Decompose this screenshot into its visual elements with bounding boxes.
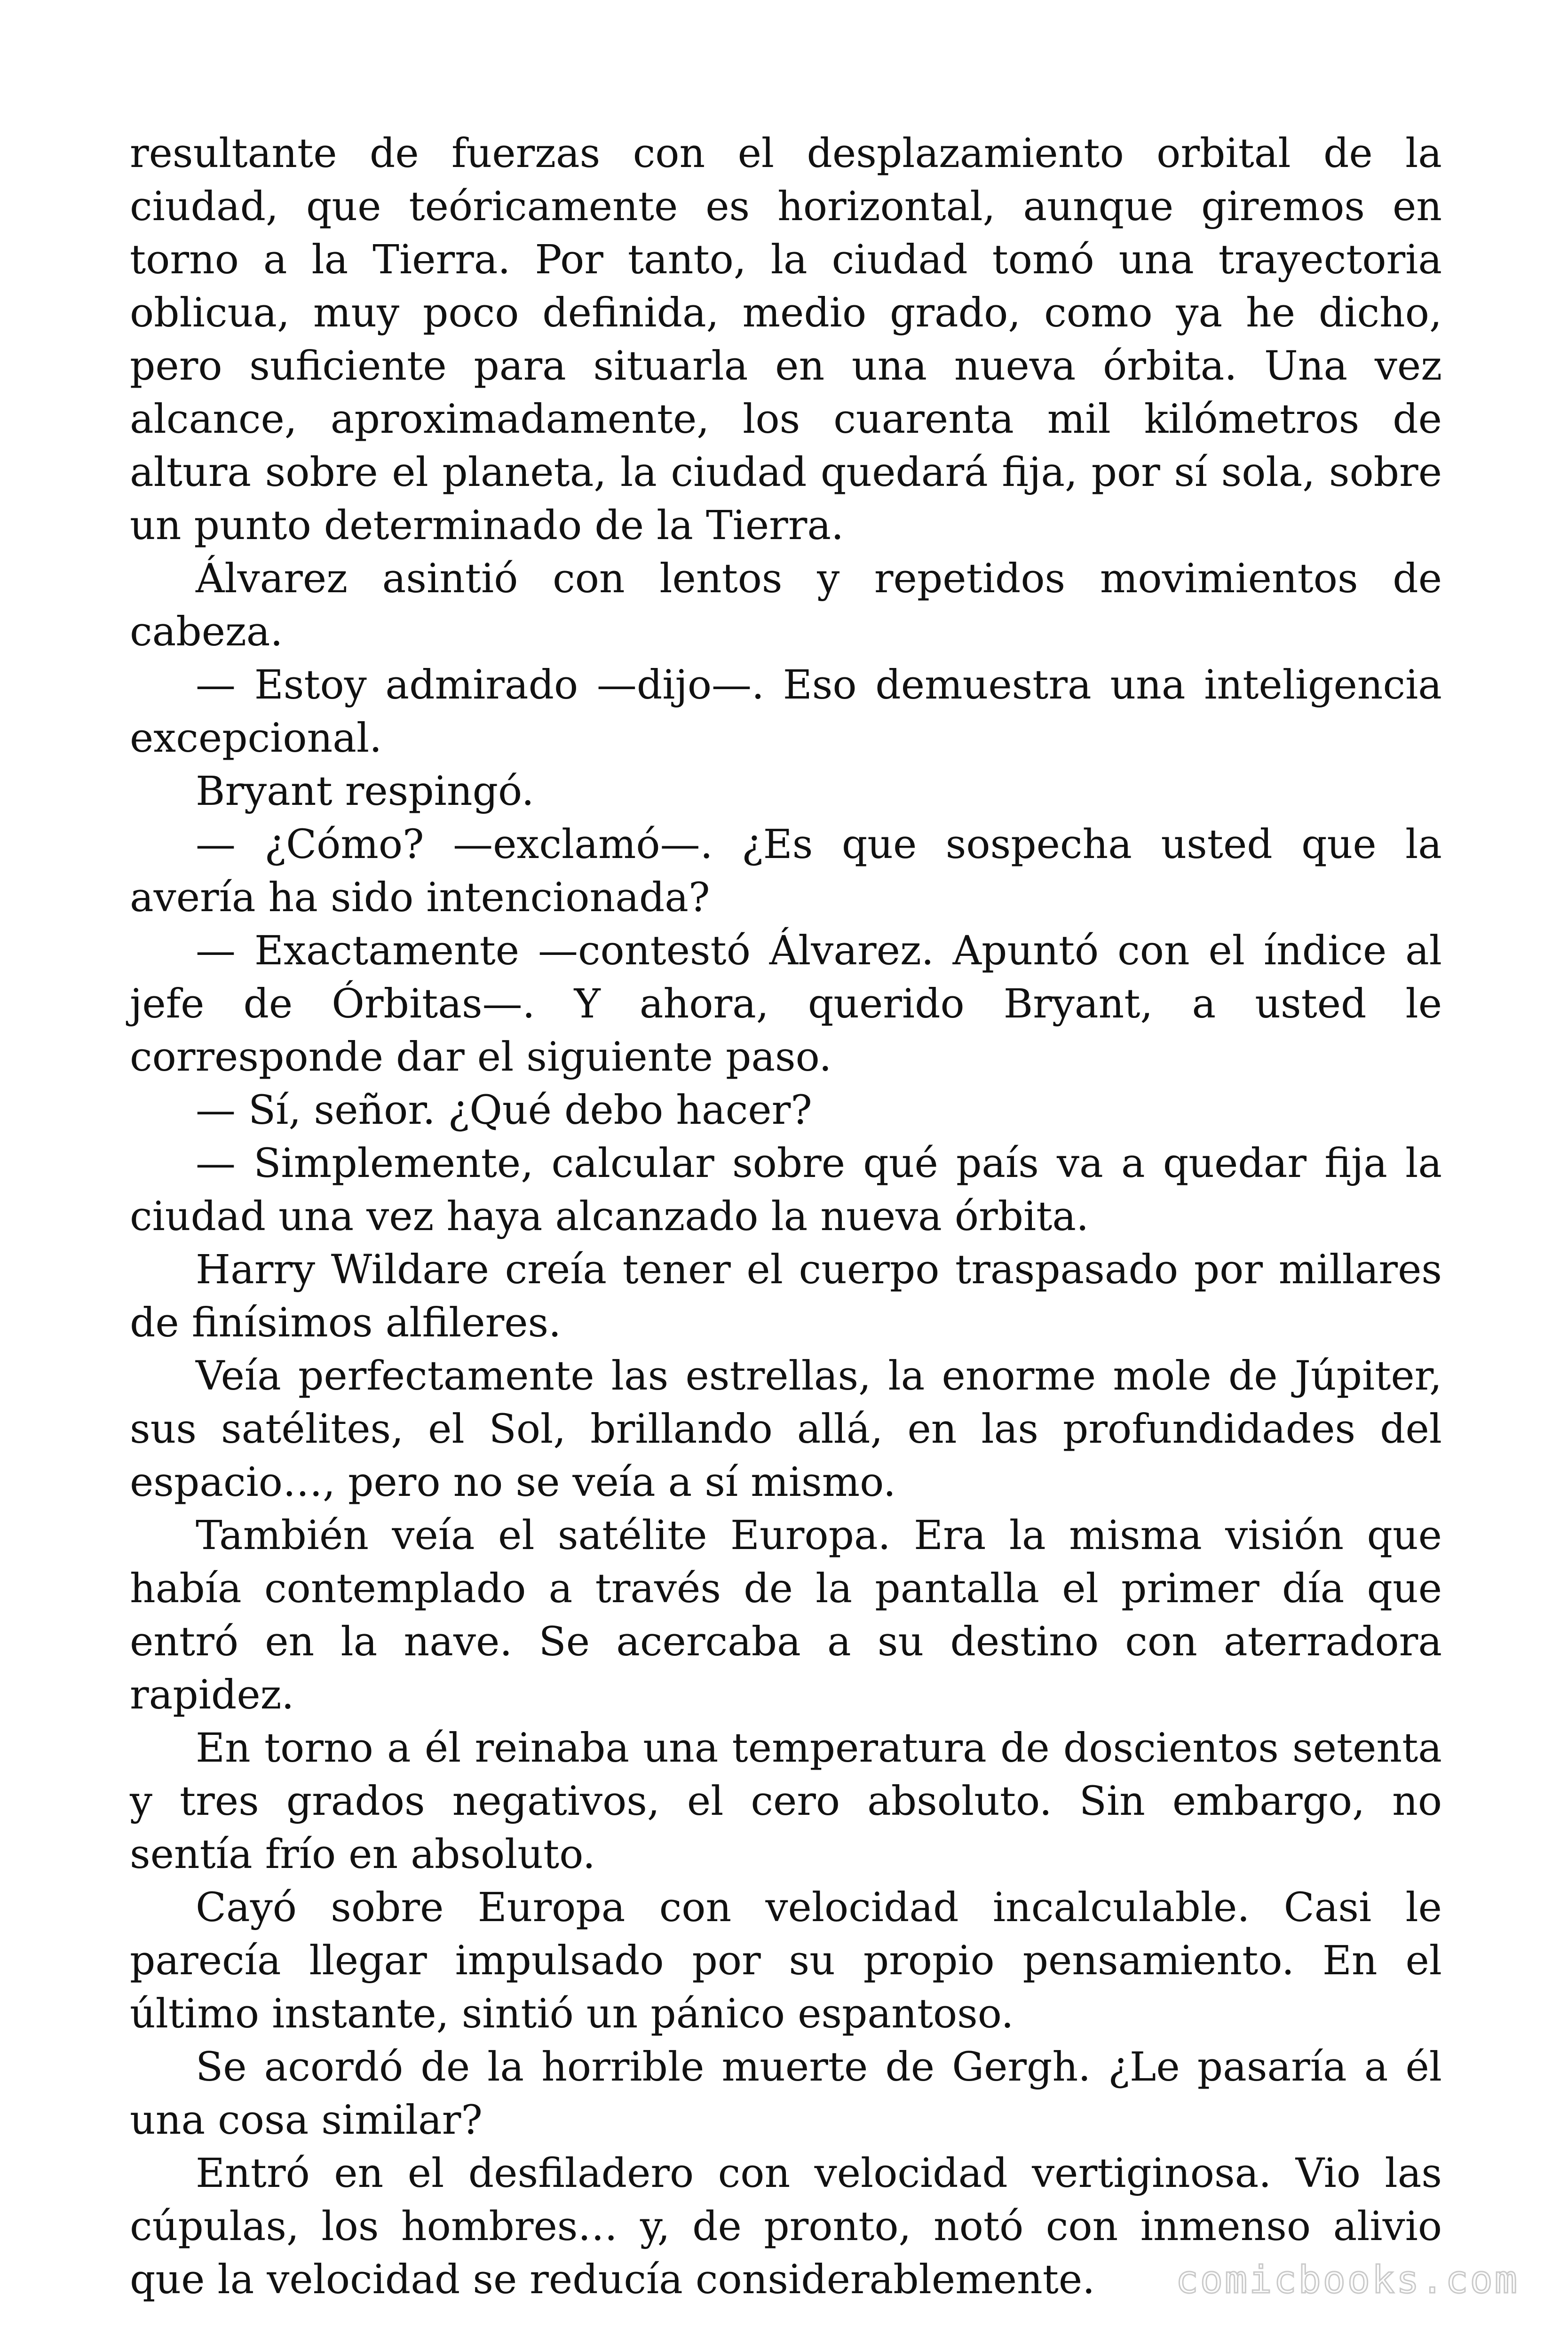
paragraph: Álvarez asintió con lentos y repetidos movimientos de cabeza. [130, 556, 1442, 655]
paragraph: Harry Wildare creía tener el cuerpo traspasado por millares de finísimos alfileres. [130, 1247, 1442, 1346]
watermark: comicbooks.com [1175, 2258, 1519, 2302]
paragraph-dialogue: — Sí, señor. ¿Qué debo hacer? [196, 1087, 812, 1134]
paragraph-dialogue: — Simplemente, calcular sobre qué país va a quedar fija la ciudad una vez haya alcanzado la nueva órbita. [130, 1140, 1442, 1240]
paragraph: En torno a él reinaba una temperatura de doscientos setenta y tres grados negativos, el cero absoluto. Sin embargo, no sentía frío en absoluto. [130, 1725, 1442, 1878]
paragraph-dialogue: — Estoy admirado —dijo—. Eso demuestra una inteligencia excepcional. [130, 662, 1442, 762]
paragraph-dialogue: — Exactamente —contestó Álvarez. Apuntó con el índice al jefe de Órbitas—. Y ahora, querido Bryant, a usted le corresponde dar el siguiente paso. [130, 928, 1442, 1081]
paragraph: También veía el satélite Europa. Era la misma visión que había contemplado a través de la pantalla el primer día que entró en la nave. Se acercaba a su destino con aterradora rapidez. [130, 1512, 1442, 1718]
paragraph-dialogue: — ¿Cómo? —exclamó—. ¿Es que sospecha usted que la avería ha sido intencionada? [130, 821, 1442, 921]
paragraph-continuation: resultante de fuerzas con el desplazamiento orbital de la ciudad, que teóricamente es horizontal, aunque giremos en torno a la Tierra. Por tanto, la ciudad tomó una trayectoria oblicua, muy poco definida, medio grado, como ya he dicho, pero suficiente para situarla en una nueva órbita. Una vez alcance, aproximadamente, los cuarenta mil kilómetros de altura sobre el planeta, la ciudad quedará fija, por sí sola, sobre un punto determinado de la Tierra. [130, 130, 1442, 549]
paragraph: Cayó sobre Europa con velocidad incalculable. Casi le parecía llegar impulsado por su propio pensamiento. En el último instante, sintió un pánico espantoso. [130, 1884, 1442, 2037]
paragraph: Bryant respingó. [196, 768, 534, 815]
paragraph: Veía perfectamente las estrellas, la enorme mole de Júpiter, sus satélites, el Sol, brillando allá, en las profundidades del espacio…, pero no se veía a sí mismo. [130, 1353, 1442, 1506]
paragraph: Se acordó de la horrible muerte de Gergh. ¿Le pasaría a él una cosa similar? [130, 2044, 1442, 2144]
book-page [130, 127, 1442, 2306]
paragraph: Entró en el desfiladero con velocidad vertiginosa. Vio las cúpulas, los hombres… y, de pronto, notó con inmenso alivio que la velocidad se reducía considerablemente. [130, 2150, 1442, 2303]
